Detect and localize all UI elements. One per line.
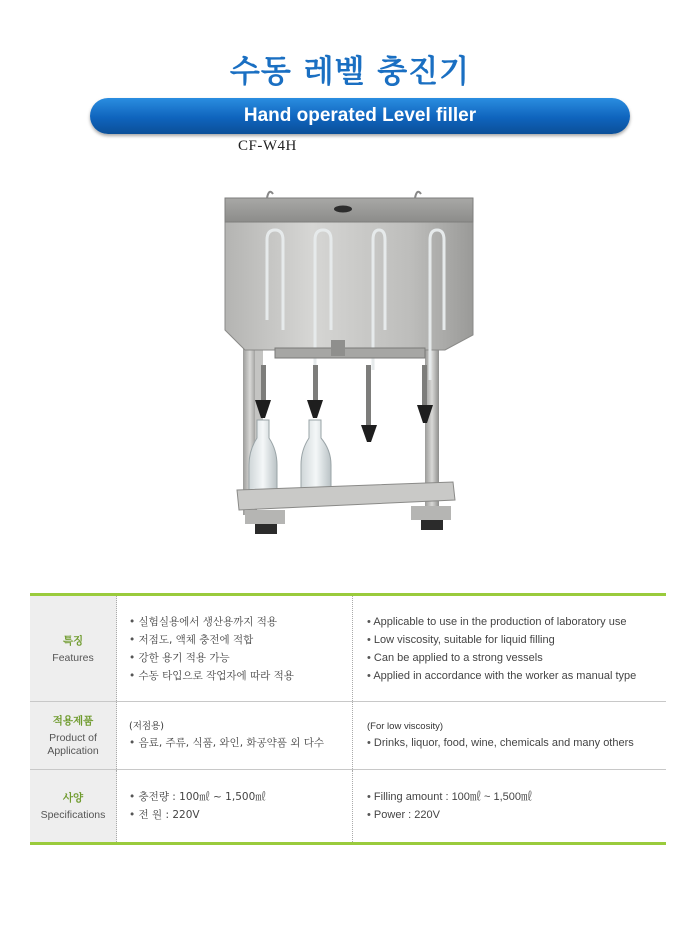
- specifications-en-item: • Filling amount : 100㎖ ~ 1,500㎖: [367, 788, 666, 806]
- features-en-item: • Applied in accordance with the worker as manual type: [367, 667, 666, 685]
- specifications-ko: [117, 770, 353, 842]
- features-label-en: Features: [52, 651, 94, 664]
- features-ko: [117, 596, 353, 701]
- specifications-ko-item: • 충전량 : 100㎖ ~ 1,500㎖: [129, 788, 352, 806]
- specifications-en: [353, 770, 666, 842]
- specifications-label-en: Specifications: [40, 809, 106, 821]
- specifications-ko-item: • 전 원 : 220V: [129, 806, 352, 824]
- application-note-en: (For low viscosity): [367, 721, 444, 732]
- specifications-row: [30, 770, 666, 842]
- application-label-ko: 적용제품: [52, 715, 94, 727]
- features-row: [30, 596, 666, 702]
- specifications-header: [30, 770, 117, 842]
- features-ko-item: • 강한 용기 적용 가능: [129, 649, 352, 667]
- specifications-label-ko: 사양: [62, 792, 84, 804]
- specifications-en-item: • Power : 220V: [367, 806, 666, 824]
- application-label-en-1: Product of: [49, 732, 97, 744]
- title-banner: [90, 98, 630, 134]
- application-row: [30, 702, 666, 770]
- features-en-item: • Can be applied to a strong vessels: [367, 649, 666, 667]
- features-en-item: • Low viscosity, suitable for liquid filling: [367, 631, 666, 649]
- spec-table: [30, 593, 666, 845]
- model-number: CF-W4H: [238, 138, 297, 154]
- application-en-item: • Drinks, liquor, food, wine, chemicals and many others: [367, 734, 666, 752]
- features-ko-item: • 수동 타입으로 작업자에 따라 적용: [129, 667, 352, 685]
- application-header: [30, 702, 117, 769]
- features-header: [30, 596, 117, 701]
- banner-title: Hand operated Level filler: [243, 105, 477, 126]
- features-ko-item: • 저점도, 액체 충전에 적합: [129, 631, 352, 649]
- application-en: [353, 702, 666, 769]
- application-note-ko: (저점용): [129, 721, 164, 732]
- features-en-item: • Applicable to use in the production of laboratory use: [367, 613, 666, 631]
- features-label-ko: 특징: [62, 634, 84, 647]
- features-ko-item: • 실험실용에서 생산용까지 적용: [129, 613, 352, 631]
- features-en: [353, 596, 666, 701]
- page-title: 수동 레벨 충진기: [229, 54, 471, 90]
- product-photo: [215, 180, 485, 560]
- application-label-en-2: Application: [47, 745, 99, 757]
- application-ko-item: • 음료, 주류, 식품, 와인, 화공약품 외 다수: [129, 734, 352, 752]
- application-ko: [117, 702, 353, 769]
